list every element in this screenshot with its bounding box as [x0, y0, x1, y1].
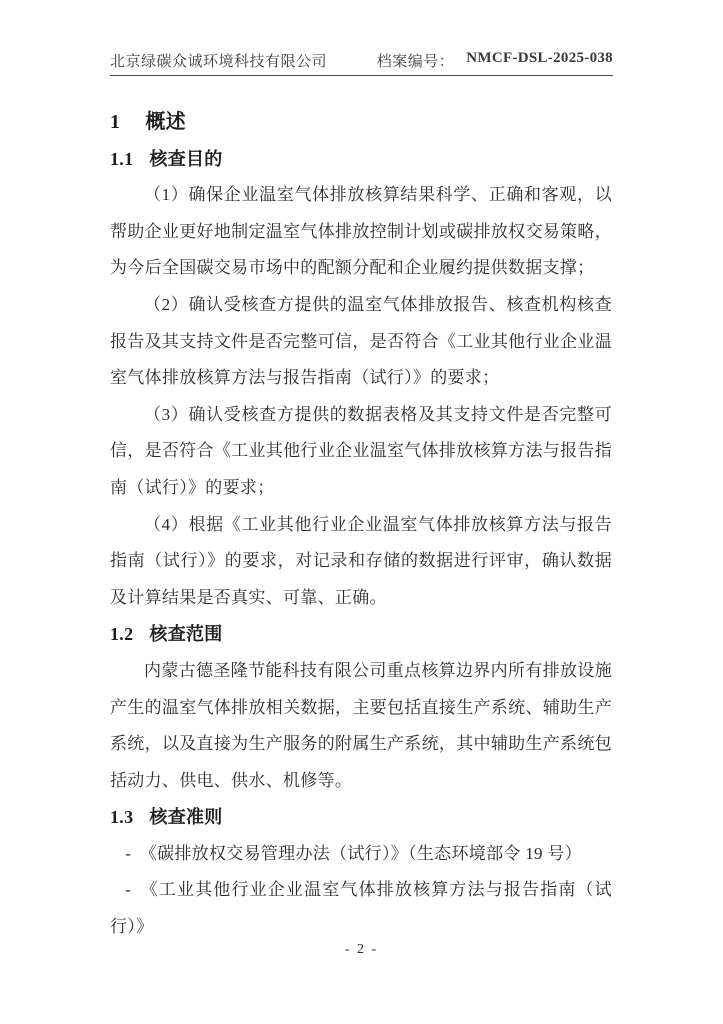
paragraph-purpose-3: （3）确认受核查方提供的数据表格及其支持文件是否完整可信，是否符合《工业其他行业企业温室气体排放核算方法与报告指南（试行）》的要求； — [110, 404, 612, 497]
page-number: - 2 - — [344, 942, 379, 957]
bullet-dash: - — [125, 843, 132, 863]
bullet-dash: - — [125, 880, 132, 900]
paragraph-purpose-1: （1）确保企业温室气体排放核算结果科学、正确和客观，以帮助企业更好地制定温室气体排放控制计划或碳排放权交易策略，为今后全国碳交易市场中的配额分配和企业履约提供数据支撑； — [110, 185, 612, 278]
archive-number-label: 档案编号： — [376, 54, 455, 70]
heading-1-1-title: 核查目的 — [149, 148, 223, 169]
header-company-name: 北京绿碳众诚环境科技有限公司 — [110, 54, 328, 70]
heading-verification-criteria — [110, 799, 612, 836]
heading-overview — [110, 104, 612, 141]
document-body — [110, 104, 612, 946]
heading-verification-scope — [110, 616, 612, 653]
heading-1-2-number: 1.2 — [110, 624, 134, 645]
criteria-list-item — [110, 872, 612, 945]
archive-number-value: NMCF-DSL-2025-038 — [466, 50, 613, 66]
heading-verification-purpose — [110, 141, 612, 178]
paragraph-purpose-4: （4）根据《工业其他行业企业温室气体排放核算方法与报告指南（试行）》的要求，对记录和存储的数据进行评审，确认数据及计算结果是否真实、可靠、正确。 — [110, 514, 612, 607]
criteria-item-text: 《工业其他行业企业温室气体排放核算方法与报告指南（试行）》 — [110, 880, 612, 937]
criteria-item-text: 《碳排放权交易管理办法（试行）》（生态环境部令 19 号） — [139, 843, 582, 863]
criteria-list-item — [110, 836, 612, 873]
heading-1-2-title: 核查范围 — [149, 624, 223, 645]
heading-overview-title: 概述 — [145, 111, 186, 133]
heading-1-1-number: 1.1 — [110, 148, 134, 169]
heading-1-3-number: 1.3 — [110, 807, 134, 828]
header-archive-number — [377, 50, 613, 71]
page-header — [110, 0, 613, 76]
heading-overview-number: 1 — [110, 111, 121, 133]
paragraph-scope: 内蒙古德圣隆节能科技有限公司重点核算边界内所有排放设施产生的温室气体排放相关数据，主要包括直接生产系统、辅助生产系统，以及直接为生产服务的附属生产系统，其中辅助生产系统包括动力、供电、供水、机修等。 — [110, 660, 612, 790]
paragraph-purpose-2: （2）确认受核查方提供的温室气体排放报告、核查机构核查报告及其支持文件是否完整可信，是否符合《工业其他行业企业温室气体排放核算方法与报告指南（试行）》的要求； — [110, 294, 612, 388]
heading-1-3-title: 核查准则 — [149, 807, 223, 828]
